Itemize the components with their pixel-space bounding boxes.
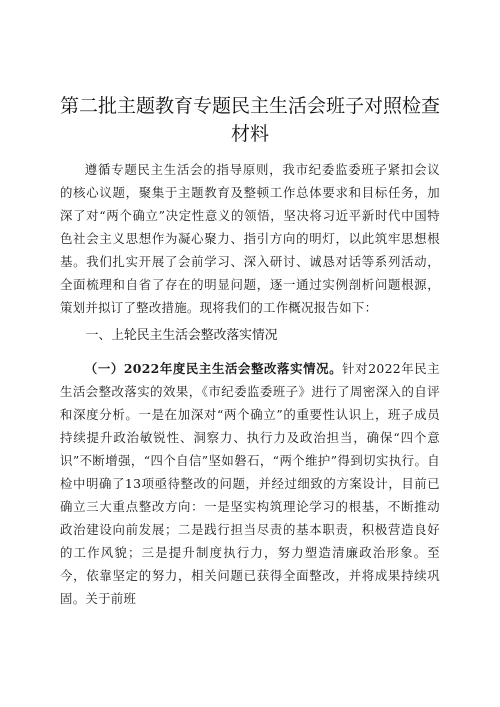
- intro-paragraph: 遵循专题民主生活会的指导原则，我市纪委监委班子紧扣会议的核心议题，聚集于主题教育及整顿工作总体要求和目标任务，加深了对“两个确立”决定性意义的领悟，坚决将习近平新时代中国特色社会主义思想作为凝心聚力、指引方向的明灯，以此筑牢思想根基。我们扎实开展了会前学习、深入研讨、诚恳对话等系列活动，全面梳理和自省了存在的明显问题，逐一通过实例剖析问题根源，策划并拟订了整改措施。现将我们的工作概况报告如下：: [60, 162, 440, 315]
- document-title-line-1: 第二批主题教育专题民主生活会班子对照检查: [60, 95, 441, 117]
- section-heading-1: 一、上轮民主生活会整改落实情况: [85, 328, 278, 343]
- document-title: [60, 92, 440, 148]
- subsection-body-1: 针对2022年民主生活会整改落实的效果，《市纪委监委班子》进行了周密深入的自评和深度分析。一是在加深对“两个确立”的重要性认识上，班子成员持续提升政治敏锐性、洞察力、执行力及政治担当，确保“四个意识”不断增强，“四个自信”坚如磐石，“两个维护”得到切实执行。自检中明确了13项亟待整改的问题，并经过细致的方案设计，目前已确立三大重点整改方向：一是坚实构筑理论学习的根基，不断推动政治建设向前发展；二是践行担当尽责的基本职责，积极营造良好的工作风貌；三是提升制度执行力，努力塑造清廉政治形象。至今，依靠坚定的努力，相关问题已获得全面整改，并将成果持续巩固。关于前班: [60, 361, 440, 606]
- subsection-paragraph-1: [60, 357, 440, 610]
- subsection-lead-1: （一）2022年度民主生活会整改落实情况。: [84, 361, 343, 376]
- document-title-line-2: 材料: [230, 123, 269, 145]
